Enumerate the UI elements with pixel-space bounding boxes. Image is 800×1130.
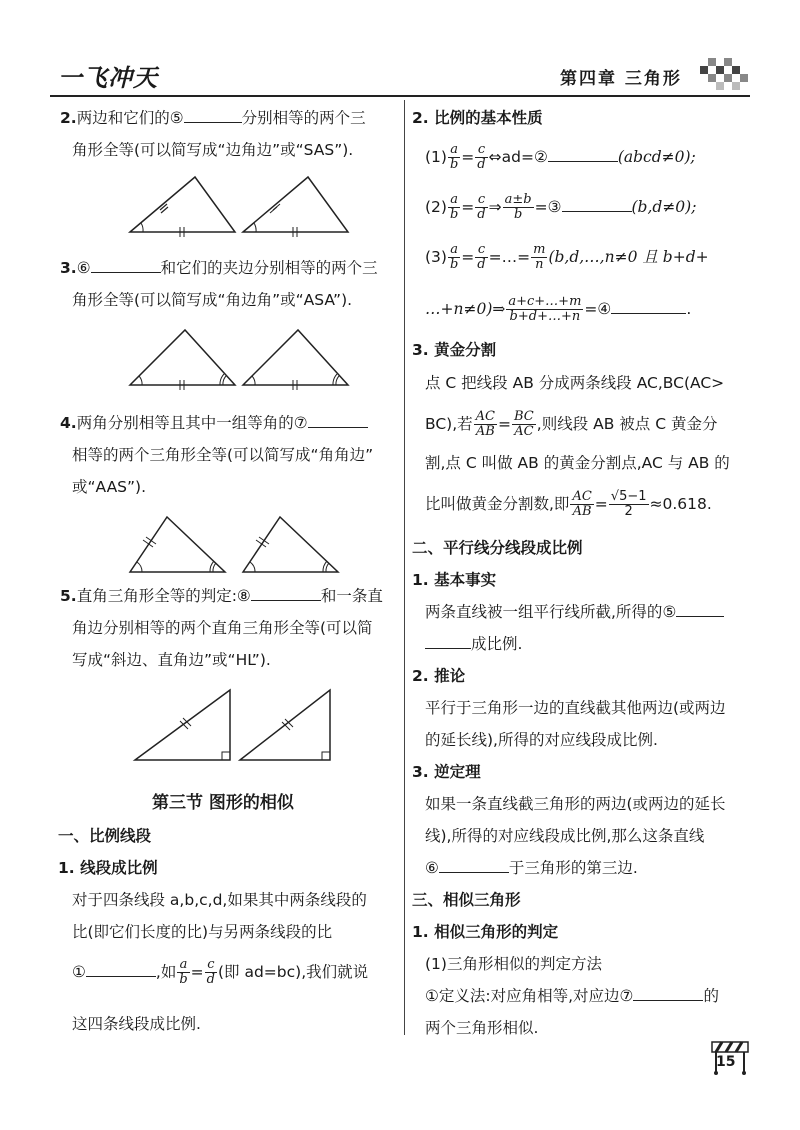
column-divider — [404, 100, 405, 1035]
heading-converse: 3. 逆定理 — [412, 763, 481, 781]
golden-line1: 点 C 把线段 AB 分成两条线段 AC,BC(AC> — [425, 374, 725, 392]
item-5-line3: 写成“斜边、直角边”或“HL”). — [72, 651, 271, 669]
chapter-title: 第四章 三角形 — [560, 69, 682, 89]
criteria-line1: (1)三角形相似的判定方法 — [425, 955, 602, 973]
item-3-line1: 3.⑥ 和它们的夹边分别相等的两个三 — [60, 259, 378, 277]
golden-line3: 割,点 C 叫做 AB 的黄金分割点,AC 与 AB 的 — [425, 454, 730, 472]
brand-logo: 一飞冲天 — [58, 64, 158, 92]
heading-similarity-criteria: 1. 相似三角形的判定 — [412, 923, 559, 941]
heading-parallel-lines: 二、平行线分线段成比例 — [412, 539, 583, 557]
item-5-line2: 角边分别相等的两个直角三角形全等(可以简 — [72, 619, 373, 637]
heading-segments-in-proportion: 1. 线段成比例 — [58, 859, 158, 877]
converse-line2: 线),所得的对应线段成比例,那么这条直线 — [425, 827, 705, 845]
hl-right-triangles-figure — [130, 685, 350, 765]
item-4-line3: 或“AAS”). — [72, 478, 147, 496]
heading-basic-fact: 1. 基本事实 — [412, 571, 497, 589]
criteria-line3: 两个三角形相似. — [425, 1019, 539, 1037]
golden-line4: 比叫做黄金分割数,即 $\frac{AC}{AB}$ = $\frac{√5-1}{2}$ ≈0.618. — [425, 489, 712, 519]
property-3-line1: (3) $\frac{a}{b}$ = $\frac{c}{d}$ =…= $\frac{m}{n}$ (b,d,…,n≠0 且 b+d+ — [425, 242, 709, 272]
page-number: 15 — [716, 1054, 736, 1070]
corollary-line2: 的延长线),所得的对应线段成比例. — [425, 731, 658, 749]
converse-line1: 如果一条直线截三角形的两边(或两边的延长 — [425, 795, 726, 813]
corollary-line1: 平行于三角形一边的直线截其他两边(或两边 — [425, 699, 726, 717]
heading-basic-properties: 2. 比例的基本性质 — [412, 109, 543, 127]
heading-proportional-segments: 一、比例线段 — [58, 827, 152, 845]
def-line4: 这四条线段成比例. — [72, 1015, 201, 1033]
golden-line2: BC),若 $\frac{AC}{AB}$ = $\frac{BC}{AC}$ ,则线段 AB 被点 C 黄金分 — [425, 409, 718, 439]
def-line1: 对于四条线段 a,b,c,d,如果其中两条线段的 — [72, 891, 367, 909]
property-2: (2) $\frac{a}{b}$ = $\frac{c}{d}$ ⇒ $\frac{a\pm b}{b}$ =③ (b,d≠0); — [425, 192, 697, 222]
sas-triangles-figure — [125, 172, 375, 237]
header-rule — [50, 95, 750, 97]
item-5-line1: 5.直角三角形全等的判定:⑧ 和一条直 — [60, 587, 383, 605]
criteria-line2: ①定义法:对应角相等,对应边⑦ 的 — [425, 987, 719, 1005]
item-4-line2: 相等的两个三角形全等(可以简写成“角角边” — [72, 446, 374, 464]
item-4-line1: 4.两角分别相等且其中一组等角的⑦ — [60, 413, 368, 433]
property-3-line2: …+n≠0)⇒ $\frac{a+c+\dots+m}{b+d+\dots+n}$ =④ . — [425, 294, 692, 324]
item-3-line2: 角形全等(可以简写成“角边角”或“ASA”). — [72, 291, 353, 309]
item-2-line2: 角形全等(可以简写成“边角边”或“SAS”). — [72, 141, 354, 159]
heading-corollary: 2. 推论 — [412, 667, 466, 685]
basic-fact-line2: 成比例. — [425, 634, 522, 654]
checker-decoration-icon — [700, 58, 750, 90]
heading-golden-section: 3. 黄金分割 — [412, 341, 497, 359]
aas-triangles-figure — [125, 512, 375, 577]
asa-triangles-figure — [125, 325, 375, 390]
def-line2: 比(即它们长度的比)与另两条线段的比 — [72, 923, 333, 941]
heading-similar-triangles: 三、相似三角形 — [412, 891, 521, 909]
basic-fact-line1: 两条直线被一组平行线所截,所得的⑤ — [425, 602, 724, 622]
property-1: (1) $\frac{a}{b}$ = $\frac{c}{d}$ ⇔ad=② (abcd≠0); — [425, 142, 696, 172]
item-2-line1: 2.两边和它们的⑤ 分别相等的两个三 — [60, 109, 366, 127]
def-line3: ① ,如 $\frac{a}{b}$ = $\frac{c}{d}$ (即 ad=bc),我们就说 — [72, 957, 369, 987]
section-3-title: 第三节 图形的相似 — [152, 793, 294, 813]
converse-line3: ⑥ 于三角形的第三边. — [425, 859, 638, 877]
